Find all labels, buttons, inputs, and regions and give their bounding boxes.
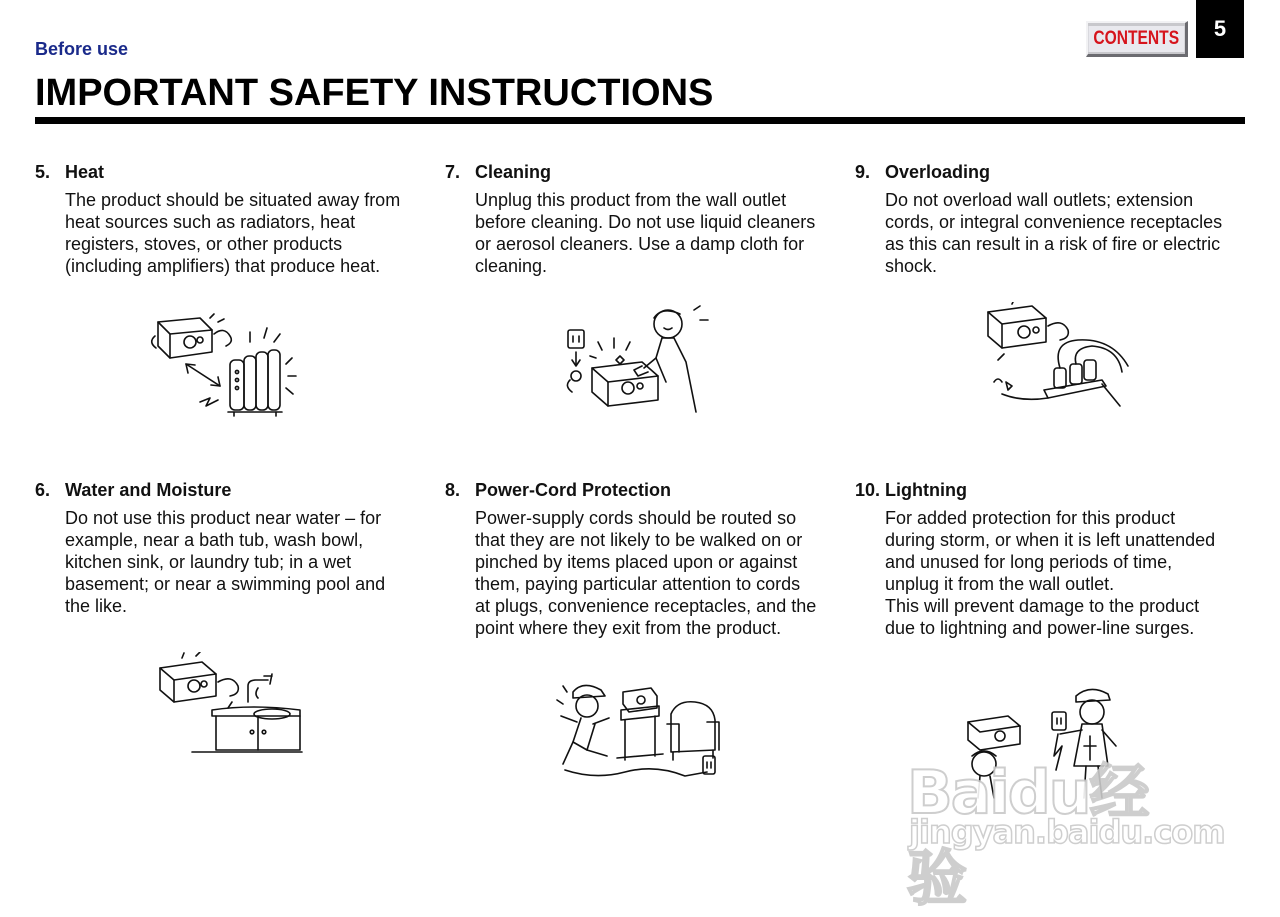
page-title: IMPORTANT SAFETY INSTRUCTIONS [35,72,714,114]
instruction-overloading [855,162,1230,277]
instruction-lightning [855,480,1230,639]
item-body: Unplug this product from the wall outlet before cleaning. Do not use liquid cleaners or aerosol cleaners. Use a damp cloth for cleaning. [475,190,816,276]
cleaning-illustration [562,302,717,417]
item-number: 6. [35,480,51,500]
instruction-power-cord-protection [445,480,820,639]
item-number: 8. [445,480,461,500]
watermark-url: jingyan.baidu.com [909,813,1225,851]
contents-button-label: CONTENTS [1089,26,1185,52]
overloading-illustration [982,302,1137,412]
heater-illustration [150,312,310,422]
item-title: Lightning [885,480,967,500]
item-title: Heat [65,162,105,182]
item-body: The product should be situated away from heat sources such as radiators, heat registers, stoves, or other products (including amplifiers) that produce heat. [65,190,401,276]
item-title: Cleaning [475,162,552,182]
item-title: Water and Moisture [65,480,232,500]
section-label: Before use [35,39,129,59]
contents-button[interactable] [1086,21,1188,57]
title-rule [35,117,1245,124]
item-number: 10. [855,480,881,500]
instruction-cleaning [445,162,820,277]
item-number: 9. [855,162,871,182]
sink-illustration [152,652,307,762]
lightning-illustration [958,686,1128,801]
power-cord-illustration [555,680,725,785]
item-body: Do not use this product near water – for example, near a bath tub, wash bowl, kitchen sink, or laundry tub; in a wet basement; or near a swimming pool and the like. [65,508,386,616]
item-body: For added protection for this product during storm, or when it is left unattended and unused for long periods of time, unplug it from the wall outlet. This will prevent damage to the product due to lightning and power-line surges. [885,508,1216,638]
item-title: Overloading [885,162,991,182]
item-number: 7. [445,162,461,182]
instruction-water-and-moisture [35,480,410,617]
item-number: 5. [35,162,51,182]
item-body: Power-supply cords should be routed so that they are not likely to be walked on or pinched by items placed upon or against them, paying particular attention to cords at plugs, convenience receptacles, and the point where they exit from the product. [475,508,817,638]
item-title: Power-Cord Protection [475,480,672,500]
watermark-logo: Baidu经验 [907,758,1148,914]
item-body: Do not overload wall outlets; extension cords, or integral convenience receptacles as this can result in a risk of fire or electric shock. [885,190,1223,276]
page-number: 5 [1196,0,1244,58]
instruction-heat [35,162,410,277]
